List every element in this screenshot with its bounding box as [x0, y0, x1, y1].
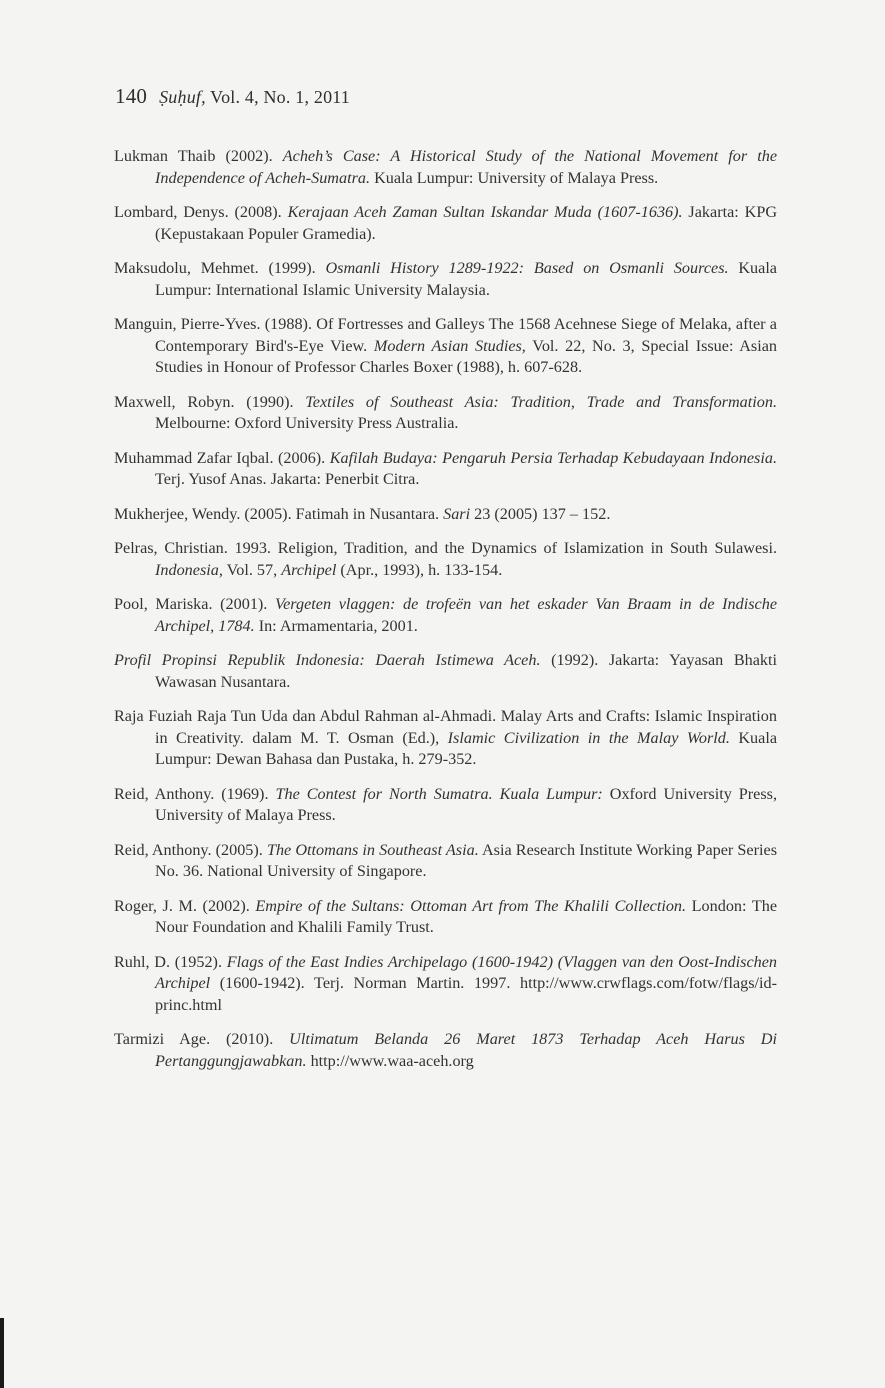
reference-text: Reid, Anthony. (2005).	[114, 840, 267, 859]
reference-entry-reid-1969	[114, 784, 777, 827]
reference-entry-maksudolu	[114, 258, 777, 301]
reference-text: Vol. 57,	[222, 560, 282, 579]
reference-text: Lukman Thaib (2002).	[114, 147, 283, 165]
reference-text: Vol. 22, No. 3, Special Issue: Asian Studies in Honour of Professor Charles Boxer (1988), h. 607-628.	[155, 336, 777, 376]
reference-title: Kerajaan Aceh Zaman Sultan Iskandar Muda (1607-1636).	[287, 203, 683, 221]
reference-title: Vergeten vlaggen: de trofeën van het eskader Van Braam in de Indische Archipel, 1784.	[155, 595, 778, 635]
reference-entry-tarmizi	[114, 1029, 777, 1072]
running-header	[115, 84, 350, 109]
reference-entry-lukman	[114, 146, 777, 189]
reference-text: Oxford University Press, University of Malaya Press.	[155, 784, 777, 824]
reference-text: Kuala Lumpur: International Islamic University Malaysia.	[155, 259, 777, 299]
reference-entry-roger	[114, 896, 777, 939]
reference-entry-reid-2005	[114, 840, 777, 883]
reference-text: Maxwell, Robyn. (1990).	[114, 392, 306, 411]
reference-text: Kuala Lumpur: Dewan Bahasa dan Pustaka, h. 279-352.	[155, 728, 778, 768]
reference-text: Roger, J. M. (2002).	[114, 896, 256, 915]
reference-entry-mukherjee	[114, 504, 777, 526]
reference-text: Jakarta: KPG (Kepustakaan Populer Gramedia).	[155, 203, 778, 243]
reference-text: Kuala Lumpur: University of Malaya Press.	[370, 168, 659, 187]
reference-title: Flags of the East Indies Archipelago (1600-1942) (Vlaggen van den Oost-Indischen Archipel	[155, 952, 777, 992]
reference-title: Osmanli History 1289-1922: Based on Osmanli Sources.	[325, 259, 729, 277]
reference-title: The Contest for North Sumatra. Kuala Lumpur:	[275, 784, 603, 803]
reference-text: Pelras, Christian. 1993. Religion, Tradition, and the Dynamics of Islamization in South Sulawesi.	[114, 539, 777, 557]
reference-text: Raja Fuziah Raja Tun Uda dan Abdul Rahman al-Ahmadi. Malay Arts and Crafts: Islamic Inspiration in Creativity. dalam M. T. Osman (Ed.),	[114, 707, 777, 747]
reference-text: Tarmizi Age. (2010).	[114, 1030, 290, 1048]
scan-edge-mark	[0, 1318, 4, 1388]
reference-text: Asia Research Institute Working Paper Series No. 36. National University of Singapore.	[155, 840, 777, 880]
reference-title: Islamic Civilization in the Malay World.	[447, 728, 730, 747]
journal-title: Ṣuḥuf,	[159, 87, 206, 107]
reference-text: In: Armamentaria, 2001.	[254, 616, 418, 635]
reference-text: Ruhl, D. (1952).	[114, 952, 227, 971]
reference-text: London: The Nour Foundation and Khalili Family Trust.	[155, 896, 777, 936]
reference-text: (1992). Jakarta: Yayasan Bhakti Wawasan Nusantara.	[155, 651, 777, 691]
reference-entry-raja-fuziah	[114, 706, 777, 771]
reference-entry-muhammad-zafar	[114, 448, 777, 491]
reference-title: Sari	[443, 504, 471, 523]
reference-text: Lombard, Denys. (2008).	[114, 203, 288, 221]
reference-text: http://www.waa-aceh.org	[306, 1051, 474, 1070]
reference-text: Melbourne: Oxford University Press Australia.	[155, 414, 459, 432]
reference-text: Maksudolu, Mehmet. (1999).	[114, 259, 326, 277]
reference-text: Pool, Mariska. (2001).	[114, 595, 276, 613]
reference-text: (Apr., 1993), h. 133-154.	[336, 560, 503, 579]
reference-text: Reid, Anthony. (1969).	[114, 784, 276, 803]
reference-title: Indonesia,	[155, 560, 223, 579]
reference-entry-profil	[114, 650, 777, 693]
reference-title: Kafilah Budaya: Pengaruh Persia Terhadap Kebudayaan Indonesia.	[329, 448, 777, 467]
reference-entry-pelras	[114, 538, 777, 581]
reference-text: 23 (2005) 137 – 152.	[470, 504, 611, 523]
reference-title: Empire of the Sultans: Ottoman Art from The Khalili Collection.	[255, 896, 687, 915]
reference-entry-lombard	[114, 202, 777, 245]
reference-list	[114, 146, 777, 1085]
reference-title: The Ottomans in Southeast Asia.	[266, 840, 479, 859]
reference-entry-manguin	[114, 314, 777, 379]
page-number: 140	[115, 84, 148, 108]
reference-text: Terj. Yusof Anas. Jakarta: Penerbit Citra.	[155, 470, 420, 488]
reference-text: Manguin, Pierre-Yves. (1988). Of Fortresses and Galleys The 1568 Acehnese Siege of Melaka, after a Contemporary Bird's-Eye View.	[114, 315, 777, 355]
reference-title: Profil Propinsi Republik Indonesia: Daerah Istimewa Aceh.	[114, 651, 541, 669]
reference-title: Archipel	[281, 560, 337, 579]
volume-info: Vol. 4, No. 1, 2011	[205, 87, 350, 107]
reference-text: Muhammad Zafar Iqbal. (2006).	[114, 448, 330, 467]
reference-entry-ruhl	[114, 952, 777, 1017]
reference-entry-maxwell	[114, 392, 777, 435]
reference-title: Modern Asian Studies,	[373, 336, 526, 355]
reference-text: (1600-1942). Terj. Norman Martin. 1997. http://www.crwflags.com/fotw/flags/id-princ.html	[155, 974, 777, 1014]
reference-title: Textiles of Southeast Asia: Tradition, Trade and Transformation.	[305, 392, 777, 411]
reference-title: Acheh’s Case: A Historical Study of the National Movement for the Independence of Acheh-Sumatra.	[155, 147, 777, 187]
reference-title: Ultimatum Belanda 26 Maret 1873 Terhadap Aceh Harus Di Pertanggungjawabkan.	[155, 1030, 777, 1070]
reference-entry-pool	[114, 594, 777, 637]
reference-text: Mukherjee, Wendy. (2005). Fatimah in Nusantara.	[114, 504, 444, 523]
